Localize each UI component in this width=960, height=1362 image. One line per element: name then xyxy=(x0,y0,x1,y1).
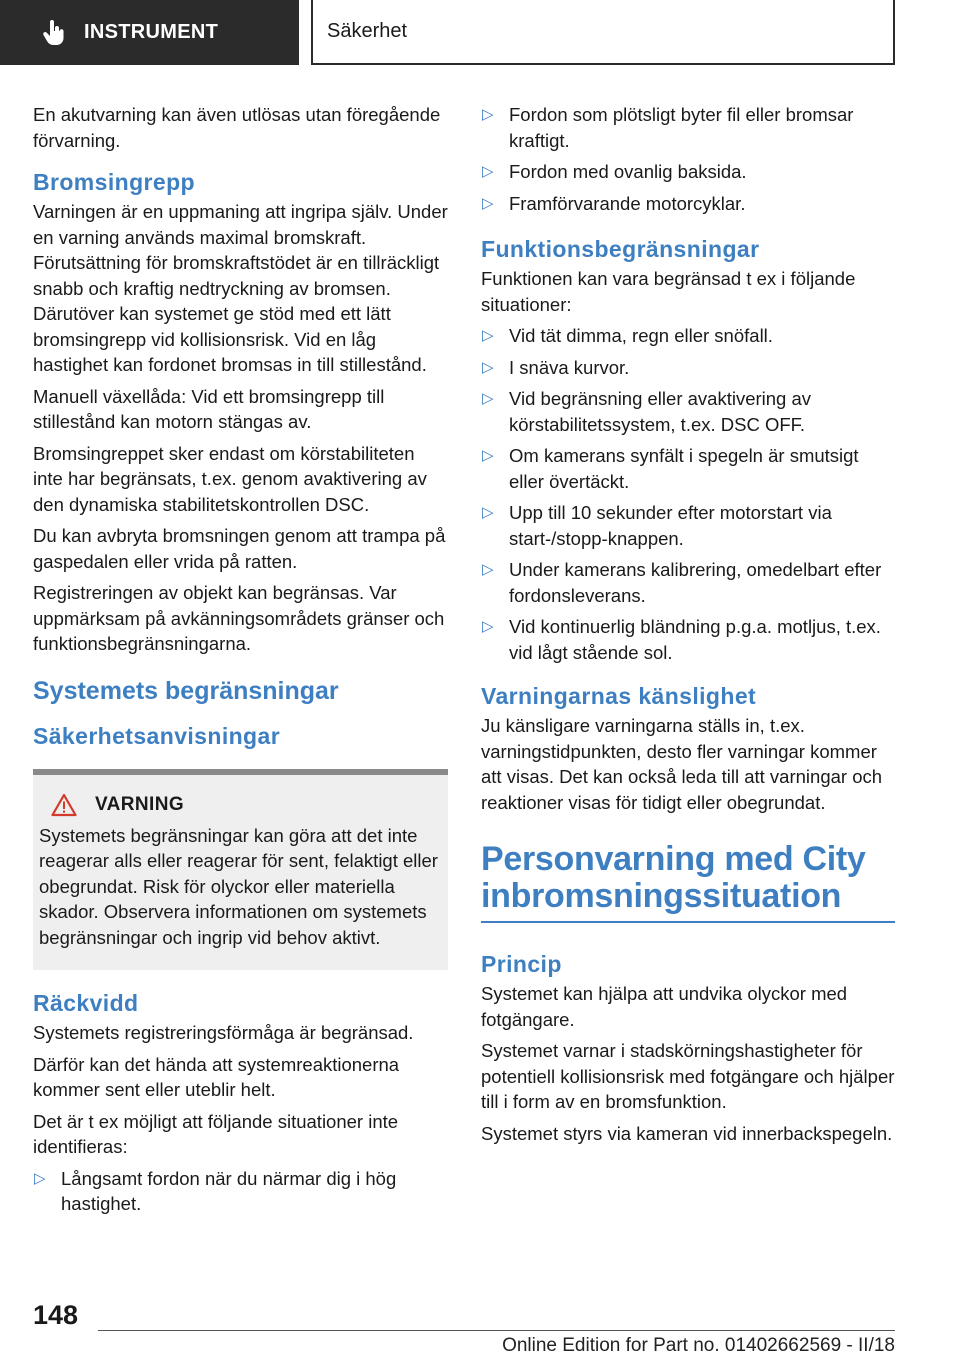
list-item-text: Om kamerans synfält i spegeln är smutsigt eller övertäckt. xyxy=(509,445,859,492)
triangle-bullet-icon: ▷ xyxy=(482,194,494,212)
triangle-bullet-icon: ▷ xyxy=(482,561,494,578)
triangle-bullet-icon: ▷ xyxy=(34,1169,46,1187)
intro-paragraph: En akutvarning kan även utlösas utan föregående förvarning. xyxy=(33,104,441,151)
list-item-text: Framförvarande motorcyklar. xyxy=(509,192,746,214)
list-item-text: Långsamt fordon när du närmar dig i hög hastighet. xyxy=(61,1167,397,1214)
heading-kanslighet: Varningarnas känslighet xyxy=(481,683,757,709)
heading-princip: Princip xyxy=(481,951,562,977)
list-item-text: Vid kontinuerlig bländning p.g.a. motljus, t.ex. vid lågt stående sol. xyxy=(509,616,881,663)
paragraph: Systemet varnar i stadskörningshastigheter för potentiell kollisionsrisk med fotgängare och hjälper till i form av en bromsfunktion. xyxy=(481,1040,895,1112)
warning-triangle-icon xyxy=(51,793,77,817)
heading-safety: Säkerhetsanvisningar xyxy=(33,722,281,749)
paragraph: Systemet kan hjälpa att undvika olyckor med fotgängare. xyxy=(481,983,848,1030)
list-item-text: Upp till 10 sekunder efter motorstart via start-/stopp-knappen. xyxy=(509,502,832,549)
chapter-tab xyxy=(0,0,299,65)
triangle-bullet-icon: ▷ xyxy=(482,504,494,521)
list-item xyxy=(481,355,895,381)
paragraph: Bromsingreppet sker endast om körstabiliteten inte har begränsats, t.ex. genom avaktivering av den dynamiska stabilitetskontrollen DSC. xyxy=(33,442,427,515)
triangle-bullet-icon: ▷ xyxy=(482,106,494,123)
warning-box xyxy=(33,769,448,971)
right-column xyxy=(481,102,895,1152)
list-item xyxy=(481,323,895,349)
rackvidd-list-continued xyxy=(481,102,895,216)
list-item xyxy=(481,557,895,608)
list-item-text: Fordon med ovanlig baksida. xyxy=(509,161,747,182)
warning-header xyxy=(51,793,440,817)
paragraph: Det är t ex möjligt att följande situationer inte identifieras: xyxy=(33,1110,399,1157)
triangle-bullet-icon: ▷ xyxy=(482,327,494,344)
list-item-text: Vid tät dimma, regn eller snöfall. xyxy=(509,325,773,346)
triangle-bullet-icon: ▷ xyxy=(482,447,494,464)
paragraph: Funktionen kan vara begränsad t ex i följande situationer: xyxy=(481,268,856,315)
triangle-bullet-icon: ▷ xyxy=(482,390,494,407)
chapter-label: INSTRUMENT xyxy=(84,21,219,43)
triangle-bullet-icon: ▷ xyxy=(482,358,494,376)
list-item xyxy=(481,191,895,217)
paragraph: Ju känsligare varningarna ställs in, t.ex. varningstidpunkten, desto fler varningar kommer att visas. Det kan också leda till att varningar och reaktioner visas för tidigt eller obegrundat. xyxy=(481,715,883,813)
list-item xyxy=(481,614,895,665)
list-item xyxy=(481,102,895,153)
hand-pointer-icon xyxy=(42,20,66,46)
triangle-bullet-icon: ▷ xyxy=(482,618,494,635)
warning-text: Systemets begränsningar kan göra att det inte reagerar alls eller reagerar för sent, felaktigt eller obegrundat. Risk för olyckor eller materiella skador. Observera informationen om systemets begränsningar och ingrip vid behov aktivt. xyxy=(39,824,438,948)
edition-text: Online Edition for Part no. 01402662569 - II/18 xyxy=(502,1335,895,1356)
footer-rule xyxy=(98,1330,895,1331)
rackvidd-list xyxy=(33,1166,448,1217)
left-column xyxy=(33,102,448,1223)
list-item-text: Under kamerans kalibrering, omedelbart efter fordonsleverans. xyxy=(509,559,882,606)
paragraph: Manuell växellåda: Vid ett bromsingrepp till stillestånd kan motorn stängas av. xyxy=(33,385,385,432)
list-item-text: I snäva kurvor. xyxy=(509,356,630,378)
paragraph: Systemet styrs via kameran vid innerbackspegeln. xyxy=(481,1122,893,1144)
triangle-bullet-icon: ▷ xyxy=(482,163,494,180)
list-item xyxy=(481,159,895,185)
section-header xyxy=(311,0,895,65)
paragraph: Du kan avbryta bromsningen genom att trampa på gaspedalen eller vrida på ratten. xyxy=(33,525,446,572)
heading-bromsingrepp: Bromsingrepp xyxy=(33,169,195,195)
list-item-text: Fordon som plötsligt byter fil eller bromsar kraftigt. xyxy=(509,104,854,151)
list-item xyxy=(481,443,895,494)
heading-person-warning: Personvarning med City inbromsningssituation xyxy=(481,841,895,923)
heading-system-limits: Systemets begränsningar xyxy=(33,676,339,705)
paragraph: Systemets registreringsförmåga är begränsad. xyxy=(33,1022,414,1043)
list-item xyxy=(481,386,895,437)
page-number: 148 xyxy=(33,1300,79,1330)
paragraph: Varningen är en uppmaning att ingripa själv. Under en varning används maximal bromskraft. Förutsättning för bromskraftstödet är en tillräckligt snabb och kraftig nedtryckning av bromsen. Därutöver kan systemet ge stöd med ett lätt bromsingrepp vid kollisionsrisk. Vid en låg hastighet kan fordonet bromsas in till stillestånd. xyxy=(33,201,448,375)
section-label: Säkerhet xyxy=(327,20,408,42)
warning-title: VARNING xyxy=(95,793,185,815)
paragraph: Registreringen av objekt kan begränsas. Var uppmärksam på avkänningsområdets gränser och funktionsbegränsningarna. xyxy=(33,582,445,654)
list-item xyxy=(33,1166,448,1217)
list-item xyxy=(481,500,895,551)
list-item-text: Vid begränsning eller avaktivering av körstabilitetssystem, t.ex. DSC OFF. xyxy=(509,388,812,435)
heading-rackvidd: Räckvidd xyxy=(33,990,139,1016)
heading-funktion: Funktionsbegränsningar xyxy=(481,236,760,262)
funktion-list xyxy=(481,323,895,665)
paragraph: Därför kan det hända att systemreaktionerna kommer sent eller uteblir helt. xyxy=(33,1053,400,1100)
